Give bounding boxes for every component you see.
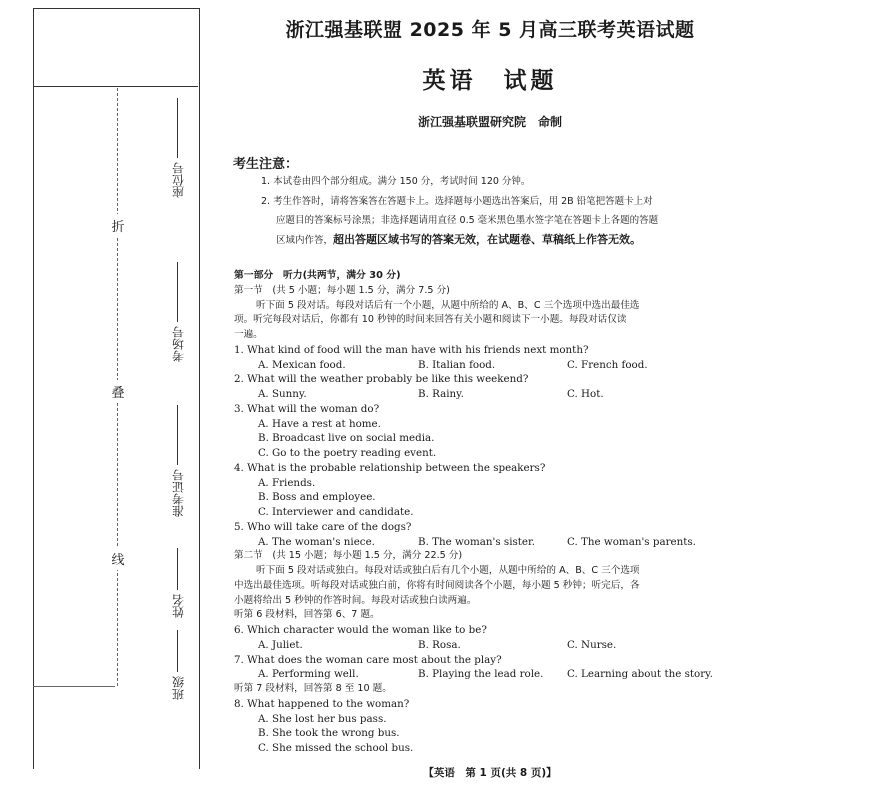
q7-option-c[interactable]: C. Learning about the story. — [567, 668, 713, 681]
section2-instruction-2: 中选出最佳选项。听每段对话或独白前，你将有时间阅读各个小题，每小题 5 秒钟；听完后，各 — [234, 579, 640, 591]
q4-option-c[interactable]: C. Interviewer and candidate. — [258, 506, 414, 518]
admission-number-field[interactable] — [168, 405, 188, 517]
section1-heading: 第一节 (共 5 小题；每小题 1.5 分，满分 7.5 分) — [234, 284, 450, 296]
question-5-stem: 5. Who will take care of the dogs? — [234, 520, 412, 533]
seat-number-field[interactable] — [168, 98, 188, 198]
fold-mark-2: 叠 — [110, 380, 126, 403]
exam-title: 浙江强基联盟 2025 年 5 月高三联考英语试题 — [285, 19, 695, 41]
q3-option-b[interactable]: B. Broadcast live on social media. — [258, 432, 435, 445]
question-2-stem: 2. What will the weather probably be like this weekend? — [234, 373, 529, 386]
q8-option-c[interactable]: C. She missed the school bus. — [258, 742, 414, 754]
q1-option-c[interactable]: C. French food. — [567, 358, 648, 371]
question-2-options — [234, 387, 774, 402]
question-8-stem: 8. What happened to the woman? — [234, 697, 410, 710]
question-1-stem: 1. What kind of food will the man have with his friends next month? — [234, 343, 589, 356]
notice-item-1: 1. 本试卷由四个部分组成。满分 150 分，考试时间 120 分钟。 — [261, 176, 531, 187]
q7-option-a[interactable]: A. Performing well. — [258, 668, 359, 681]
q7-option-b[interactable]: B. Playing the lead role. — [418, 668, 544, 681]
notice-item-2-line-1: 2. 考生作答时，请将答案答在答题卡上。选择题每小题选出答案后，用 2B 铅笔把答题卡上对 — [261, 196, 653, 207]
exam-room-label: 考场号 — [171, 326, 186, 362]
q6-option-a[interactable]: A. Juliet. — [258, 638, 303, 651]
name-field[interactable] — [168, 548, 188, 618]
q6-option-c[interactable]: C. Nurse. — [567, 638, 617, 651]
q2-option-c[interactable]: C. Hot. — [567, 388, 604, 400]
q6-option-b[interactable]: B. Rosa. — [418, 638, 461, 651]
q1-option-b[interactable]: B. Italian food. — [418, 358, 496, 371]
author-line: 浙江强基联盟研究院 命制 — [417, 115, 562, 129]
class-label: 班级 — [171, 676, 186, 700]
listening-section — [234, 269, 774, 756]
notice-title: 考生注意： — [233, 157, 299, 172]
section2-heading: 第二节 (共 15 小题；每小题 1.5 分，满分 22.5 分) — [234, 550, 463, 562]
q5-option-a[interactable]: A. The woman's niece. — [258, 535, 375, 548]
section1-instruction-3: 一遍。 — [234, 329, 263, 340]
section1-instruction-2: 项。听完每段对话后，你都有 10 秒钟的时间来回答有关小题和阅读下一小题。每段对话仅读 — [234, 314, 627, 326]
subject-title: 英语 试题 — [422, 68, 558, 94]
material-7-note: 听第 7 段材料，回答第 8 至 10 题。 — [234, 683, 392, 694]
admission-number-label: 准考证号 — [171, 469, 186, 517]
fold-mark-1: 折 — [110, 214, 126, 237]
q8-option-b[interactable]: B. She took the wrong bus. — [258, 727, 400, 740]
q4-option-b[interactable]: B. Boss and employee. — [258, 491, 376, 504]
question-1-options — [234, 358, 774, 373]
question-7-options — [234, 667, 774, 682]
class-field[interactable] — [168, 630, 188, 700]
seat-number-label: 座位号 — [171, 162, 186, 198]
notice-bold-warning: 超出答题区域书写的答案无效，在试题卷、草稿纸上作答无效。 — [333, 233, 642, 246]
q2-option-b[interactable]: B. Rainy. — [418, 388, 464, 400]
page-footer: 【英语 第 1 页(共 8 页)】 — [423, 767, 557, 779]
q3-option-a[interactable]: A. Have a rest at home. — [258, 417, 381, 430]
question-7-stem: 7. What does the woman care most about the play? — [234, 653, 502, 666]
exam-room-field[interactable] — [168, 262, 188, 362]
question-5-options — [234, 535, 774, 550]
margin-divider — [33, 686, 115, 687]
section2-instruction-1: 听下面 5 段对话或独白。每段对话或独白后有几个小题，从题中所给的 A、B、C 三个选项 — [256, 565, 640, 576]
q1-option-a[interactable]: A. Mexican food. — [258, 358, 346, 371]
question-6-stem: 6. Which character would the woman like to be? — [234, 624, 487, 636]
name-label: 姓名 — [171, 594, 186, 618]
q3-option-c[interactable]: C. Go to the poetry reading event. — [258, 447, 437, 459]
notice-plain-text: 区域内作答， — [276, 235, 334, 246]
q4-option-a[interactable]: A. Friends. — [258, 476, 316, 489]
notice-item-2-line-2: 应题目的答案标号涂黑；非选择题请用直径 0.5 毫米黑色墨水签字笔在答题卡上各题的答题 — [276, 215, 659, 226]
q8-option-a[interactable]: A. She lost her bus pass. — [258, 712, 387, 725]
q5-option-b[interactable]: B. The woman's sister. — [418, 535, 536, 548]
question-6-options — [234, 638, 774, 653]
question-3-stem: 3. What will the woman do? — [234, 402, 380, 415]
notice-item-2-line-3 — [276, 230, 764, 251]
question-4-stem: 4. What is the probable relationship between the speakers? — [234, 461, 546, 474]
section1-instruction-1: 听下面 5 段对话。每段对话后有一个小题，从题中所给的 A、B、C 三个选项中选出最佳选 — [256, 299, 640, 311]
q5-option-c[interactable]: C. The woman's parents. — [567, 535, 696, 548]
fold-mark-3: 线 — [110, 547, 126, 570]
material-6-note: 听第 6 段材料，回答第 6、7 题。 — [234, 609, 380, 621]
section2-instruction-3: 小题将给出 5 秒钟的作答时间。每段对话或独白读两遍。 — [234, 594, 477, 606]
q2-option-a[interactable]: A. Sunny. — [258, 388, 307, 400]
part1-heading: 第一部分 听力(共两节，满分 30 分) — [234, 270, 401, 281]
